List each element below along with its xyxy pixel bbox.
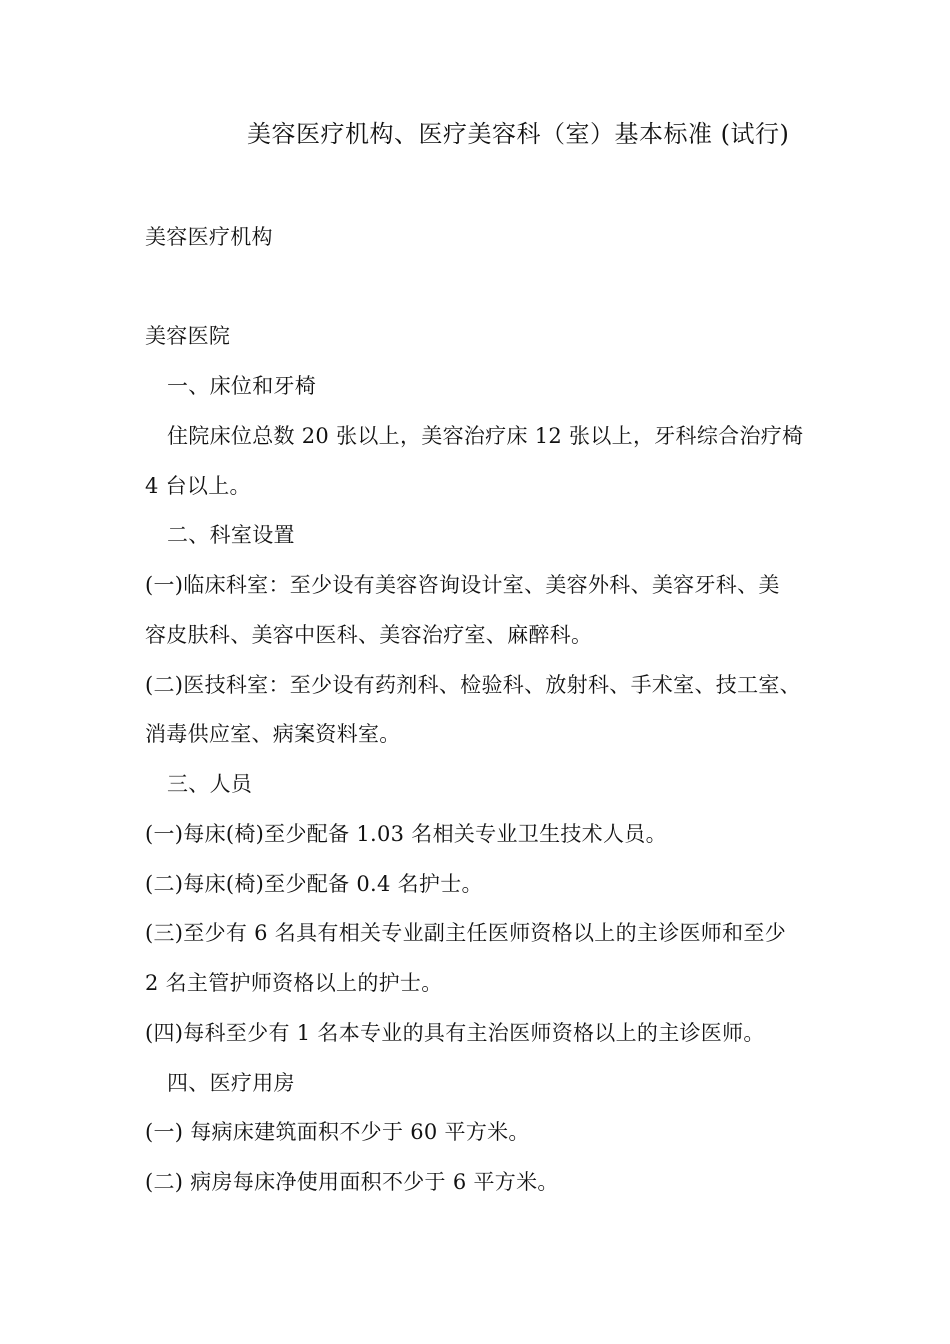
subsection-heading: 美容医院 — [145, 324, 231, 348]
heading-beds-and-chairs: 一、床位和牙椅 — [167, 374, 317, 398]
paragraph-line: 住院床位总数 20 张以上，美容治疗床 12 张以上，牙科综合治疗椅 — [167, 424, 804, 448]
heading-medical-rooms: 四、医疗用房 — [167, 1071, 295, 1095]
paragraph-line: (一) 每病床建筑面积不少于 60 平方米。 — [145, 1120, 530, 1144]
paragraph-line: (二)医技科室：至少设有药剂科、检验科、放射科、手术室、技工室、 — [145, 673, 801, 697]
paragraph-line: (二) 病房每床净使用面积不少于 6 平方米。 — [145, 1170, 559, 1194]
paragraph-line: 4 台以上。 — [145, 474, 251, 498]
paragraph-line: (三)至少有 6 名具有相关专业副主任医师资格以上的主诊医师和至少 — [145, 921, 786, 945]
paragraph-line: (一)每床(椅)至少配备 1.03 名相关专业卫生技术人员。 — [145, 822, 667, 846]
heading-departments: 二、科室设置 — [167, 523, 295, 547]
paragraph-line: 2 名主管护师资格以上的护士。 — [145, 971, 443, 995]
document-title: 美容医疗机构、医疗美容科（室）基本标准 (试行) — [247, 120, 790, 148]
section-heading: 美容医疗机构 — [145, 225, 273, 249]
paragraph-line: (二)每床(椅)至少配备 0.4 名护士。 — [145, 872, 483, 896]
paragraph-line: (四)每科至少有 1 名本专业的具有主治医师资格以上的主诊医师。 — [145, 1021, 765, 1045]
paragraph-line: 容皮肤科、美容中医科、美容治疗室、麻醉科。 — [145, 623, 593, 647]
paragraph-line: 消毒供应室、病案资料室。 — [145, 722, 401, 746]
heading-personnel: 三、人员 — [167, 772, 253, 796]
paragraph-line: (一)临床科室：至少设有美容咨询设计室、美容外科、美容牙科、美 — [145, 573, 780, 597]
